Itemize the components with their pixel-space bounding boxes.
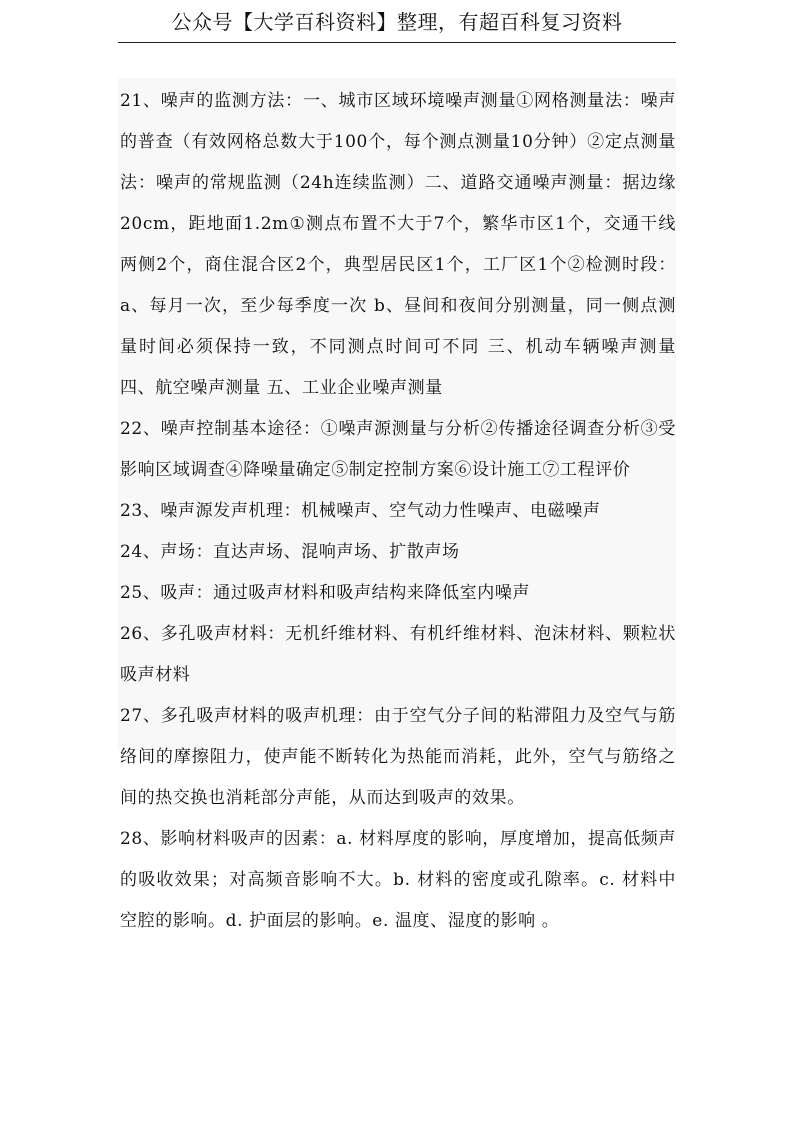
page-header: 公众号【大学百科资料】整理，有超百科复习资料: [118, 6, 676, 43]
paragraph-22: 22、噪声控制基本途径：①噪声源测量与分析②传播途径调查分析③受影响区域调查④降噪量确定⑤制定控制方案⑥设计施工⑦工程评价: [120, 419, 676, 480]
document-body: [120, 81, 676, 942]
paragraph-21: 21、噪声的监测方法：一、城市区域环境噪声测量①网格测量法：噪声的普查（有效网格总数大于100个，每个测点测量10分钟）②定点测量法：噪声的常规监测（24h连续监测）二、道路交通噪声测量：据边缘20cm，距地面1.2m①测点布置不大于7个，繁华市区1个，交通干线两侧2个，商住混合区2个，典型居民区1个，工厂区1个②检测时段：a、每月一次，至少每季度一次 b、昼间和夜间分别测量，同一侧点测量时间必须保持一致，不同测点时间可不同 三、机动车辆噪声测量 四、航空噪声测量 五、工业企业噪声测量: [120, 91, 676, 398]
paragraph-23: 23、噪声源发声机理：机械噪声、空气动力性噪声、电磁噪声: [120, 501, 601, 521]
paragraph-26: 26、多孔吸声材料：无机纤维材料、有机纤维材料、泡沫材料、颗粒状吸声材料: [120, 624, 676, 685]
paragraph-24: 24、声场：直达声场、混响声场、扩散声场: [120, 542, 460, 562]
paragraph-27: 27、多孔吸声材料的吸声机理：由于空气分子间的粘滞阻力及空气与筋络间的摩擦阻力，使声能不断转化为热能而消耗，此外，空气与筋络之间的热交换也消耗部分声能，从而达到吸声的效果。: [120, 706, 676, 808]
paragraph-28: 28、影响材料吸声的因素：a. 材料厚度的影响，厚度增加，提高低频声的吸收效果；对高频音影响不大。b. 材料的密度或孔隙率。c. 材料中空腔的影响。d. 护面层的影响。e. 温度、湿度的影响 。: [120, 829, 676, 931]
paragraph-25: 25、吸声：通过吸声材料和吸声结构来降低室内噪声: [120, 583, 531, 603]
